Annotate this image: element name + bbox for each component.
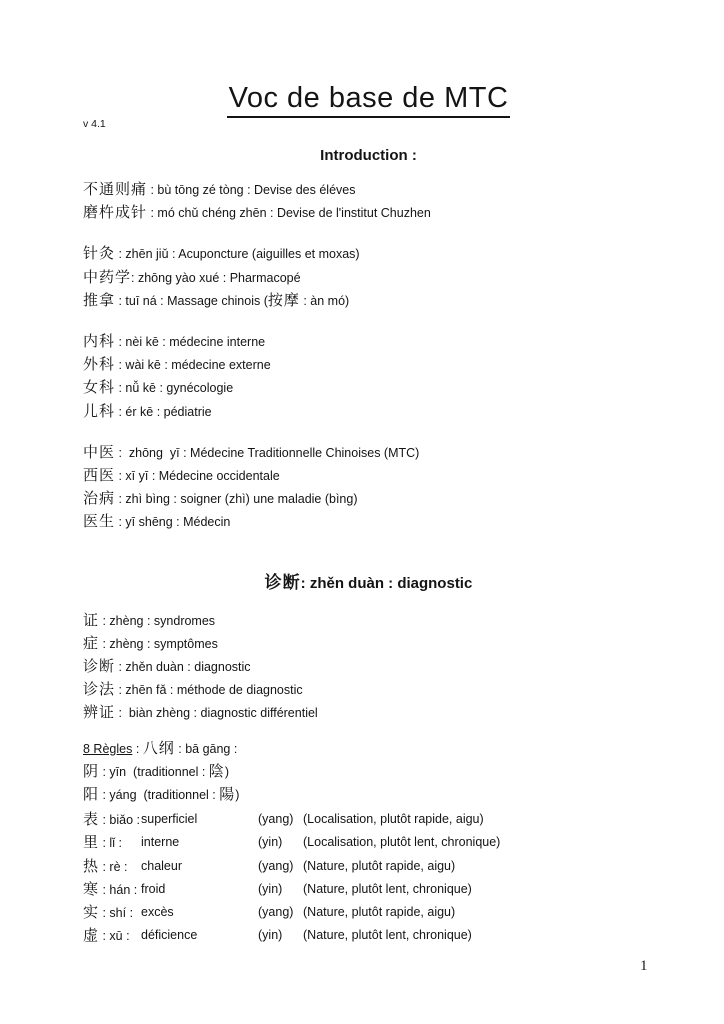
chinese-text: 按摩 (267, 290, 300, 309)
rule-polarity: (yin) (258, 928, 283, 943)
vocab-line (83, 632, 654, 655)
chinese-text: 虚 (83, 926, 100, 945)
latin-text: : zhēn fǎ : méthode de diagnostic (115, 683, 303, 698)
chinese-text: 中医 (83, 442, 116, 461)
rule-row (83, 878, 654, 901)
chinese-text: 诊断 (83, 657, 116, 676)
latin-text: : zhēn jiǔ : Acuponcture (aiguilles et moxas) (115, 247, 360, 262)
rule-row (83, 901, 654, 924)
vocab-group (83, 441, 654, 534)
latin-text: : ér kē : pédiatrie (115, 404, 212, 419)
vocab-group (83, 178, 654, 224)
vocab-line (83, 400, 654, 423)
rule-polarity: (yang) (258, 858, 294, 873)
vocab-line (83, 737, 654, 760)
vocab-line (83, 266, 654, 289)
vocab-line (83, 655, 654, 678)
latin-text: : bā gāng : (174, 741, 238, 756)
rule-term: interne (141, 835, 180, 850)
vocab-line (83, 201, 654, 224)
latin-text: : hán : (99, 882, 138, 897)
rule-polarity: (yang) (258, 812, 294, 827)
chinese-text: 证 (83, 610, 100, 629)
chinese-text: 不通则痛 (83, 180, 148, 198)
rule-note: (Nature, plutôt lent, chronique) (303, 881, 472, 896)
latin-text: : zhěn duàn : diagnostic (115, 660, 251, 675)
rule-head (83, 855, 141, 878)
latin-text: : biàn zhèng : diagnostic différentiel (115, 706, 318, 721)
latin-text: : xū : (99, 929, 130, 944)
latin-text: : zhì bìng : soigner (zhì) une maladie (bìng) (115, 492, 358, 507)
chinese-text: 医生 (83, 512, 116, 531)
rule-term: froid (141, 881, 166, 896)
vocab-line (83, 376, 654, 399)
vocab-line (83, 289, 654, 312)
section-introduction (83, 146, 654, 534)
vocab-line (83, 353, 654, 376)
chinese-text: 磨杵成针 (83, 203, 148, 222)
latin-text: : yáng (traditionnel : (99, 788, 220, 803)
vocab-line (83, 783, 654, 806)
rule-term: déficience (141, 928, 198, 943)
page-number: 1 (640, 958, 648, 974)
vocab-line (83, 330, 654, 353)
section-diagnostic (83, 571, 654, 948)
chinese-text: 寒 (83, 879, 100, 898)
vocab-line (83, 760, 654, 783)
latin-text: : tuī ná : Massage chinois ( (115, 293, 268, 308)
latin-text: : nǚ kē : gynécologie (115, 381, 234, 396)
chinese-text: 里 (83, 833, 100, 852)
chinese-text: 阳 (83, 785, 100, 804)
vocab-group (83, 609, 654, 725)
rule-term: chaleur (141, 858, 182, 873)
chinese-text: 西医 (83, 466, 116, 485)
diagnostic-heading (83, 571, 654, 596)
vocab-line (83, 701, 654, 724)
vocab-group (83, 330, 654, 423)
introduction-heading (83, 146, 654, 165)
chinese-text: 八纲 (142, 738, 175, 757)
latin-text: : zhèng : syndromes (99, 613, 216, 628)
rule-head (83, 924, 141, 947)
rules-table (83, 808, 654, 947)
rule-row (83, 855, 654, 878)
latin-text: : (132, 741, 143, 756)
latin-text: Introduction : (320, 147, 417, 164)
latin-text: : zhěn duàn : diagnostic (300, 574, 473, 592)
rule-head (83, 901, 141, 924)
latin-text: : xī yī : Médecine occidentale (115, 469, 280, 484)
chinese-text: 内科 (83, 332, 116, 351)
rule-note: (Nature, plutôt lent, chronique) (303, 928, 472, 943)
chinese-text: 陰 (208, 761, 225, 780)
chinese-text: 外科 (83, 355, 116, 374)
rule-head (83, 808, 141, 831)
page-title (83, 0, 654, 114)
latin-text: ) (224, 764, 229, 779)
version-label: v 4.1 (83, 118, 106, 130)
vocab-line (83, 678, 654, 701)
latin-text: : lǐ : (99, 836, 122, 851)
page-title-text: Voc de base de MTC (227, 82, 511, 118)
chinese-text: 治病 (83, 489, 116, 508)
chinese-text: 女科 (83, 378, 116, 397)
latin-text: : zhōng yī : Médecine Traditionnelle Chinoises (MTC) (115, 445, 420, 460)
rule-note: (Nature, plutôt rapide, aigu) (303, 858, 456, 873)
rule-row (83, 831, 654, 854)
vocab-group (83, 737, 654, 807)
vocab-line (83, 178, 654, 201)
rule-term: excès (141, 905, 174, 920)
latin-text: : yīn (traditionnel : (99, 764, 209, 779)
latin-text: : zhèng : symptômes (99, 636, 218, 651)
vocab-group (83, 242, 654, 312)
underlined-label: 8 Règles (83, 741, 133, 756)
chinese-text: 阴 (83, 761, 100, 780)
chinese-text: 辨证 (83, 703, 116, 722)
rule-polarity: (yin) (258, 835, 283, 850)
chinese-text: 诊法 (83, 680, 116, 699)
latin-text: : yī shēng : Médecin (115, 515, 231, 530)
chinese-text: 诊断 (264, 572, 301, 593)
rule-note: (Nature, plutôt rapide, aigu) (303, 905, 456, 920)
rule-head (83, 831, 141, 854)
vocab-line (83, 242, 654, 265)
chinese-text: 热 (83, 856, 100, 875)
rule-polarity: (yin) (258, 881, 283, 896)
rule-note: (Localisation, plutôt rapide, aigu) (303, 812, 484, 827)
latin-text: : zhōng yào xué : Pharmacopé (131, 270, 301, 285)
vocab-line (83, 609, 654, 632)
vocab-line (83, 441, 654, 464)
chinese-text: 表 (83, 810, 100, 829)
vocab-line (83, 510, 654, 533)
rule-row (83, 924, 654, 947)
latin-text: : àn mó) (299, 293, 350, 308)
chinese-text: 针灸 (83, 244, 116, 263)
vocab-line (83, 464, 654, 487)
latin-text: : biǎo : (99, 813, 141, 828)
latin-text: : mó chǔ chéng zhēn : Devise de l'institut Chuzhen (147, 206, 431, 221)
latin-text: : bù tōng zé tòng : Devise des éléves (147, 183, 356, 197)
rule-row (83, 808, 654, 831)
rule-note: (Localisation, plutôt lent, chronique) (303, 835, 501, 850)
chinese-text: 陽 (219, 785, 236, 804)
rule-head (83, 878, 141, 901)
latin-text: : wài kē : médecine externe (115, 358, 271, 373)
chinese-text: 实 (83, 903, 100, 922)
rule-term: superficiel (141, 812, 198, 827)
latin-text: : nèi kē : médecine interne (115, 335, 266, 350)
latin-text: : shí : (99, 906, 134, 921)
chinese-text: 症 (83, 633, 100, 652)
latin-text: ) (235, 788, 240, 803)
chinese-text: 中药学 (83, 267, 132, 286)
rule-polarity: (yang) (258, 905, 294, 920)
chinese-text: 儿科 (83, 401, 116, 420)
latin-text: : rè : (99, 859, 128, 874)
chinese-text: 推拿 (83, 290, 116, 309)
vocab-line (83, 487, 654, 510)
